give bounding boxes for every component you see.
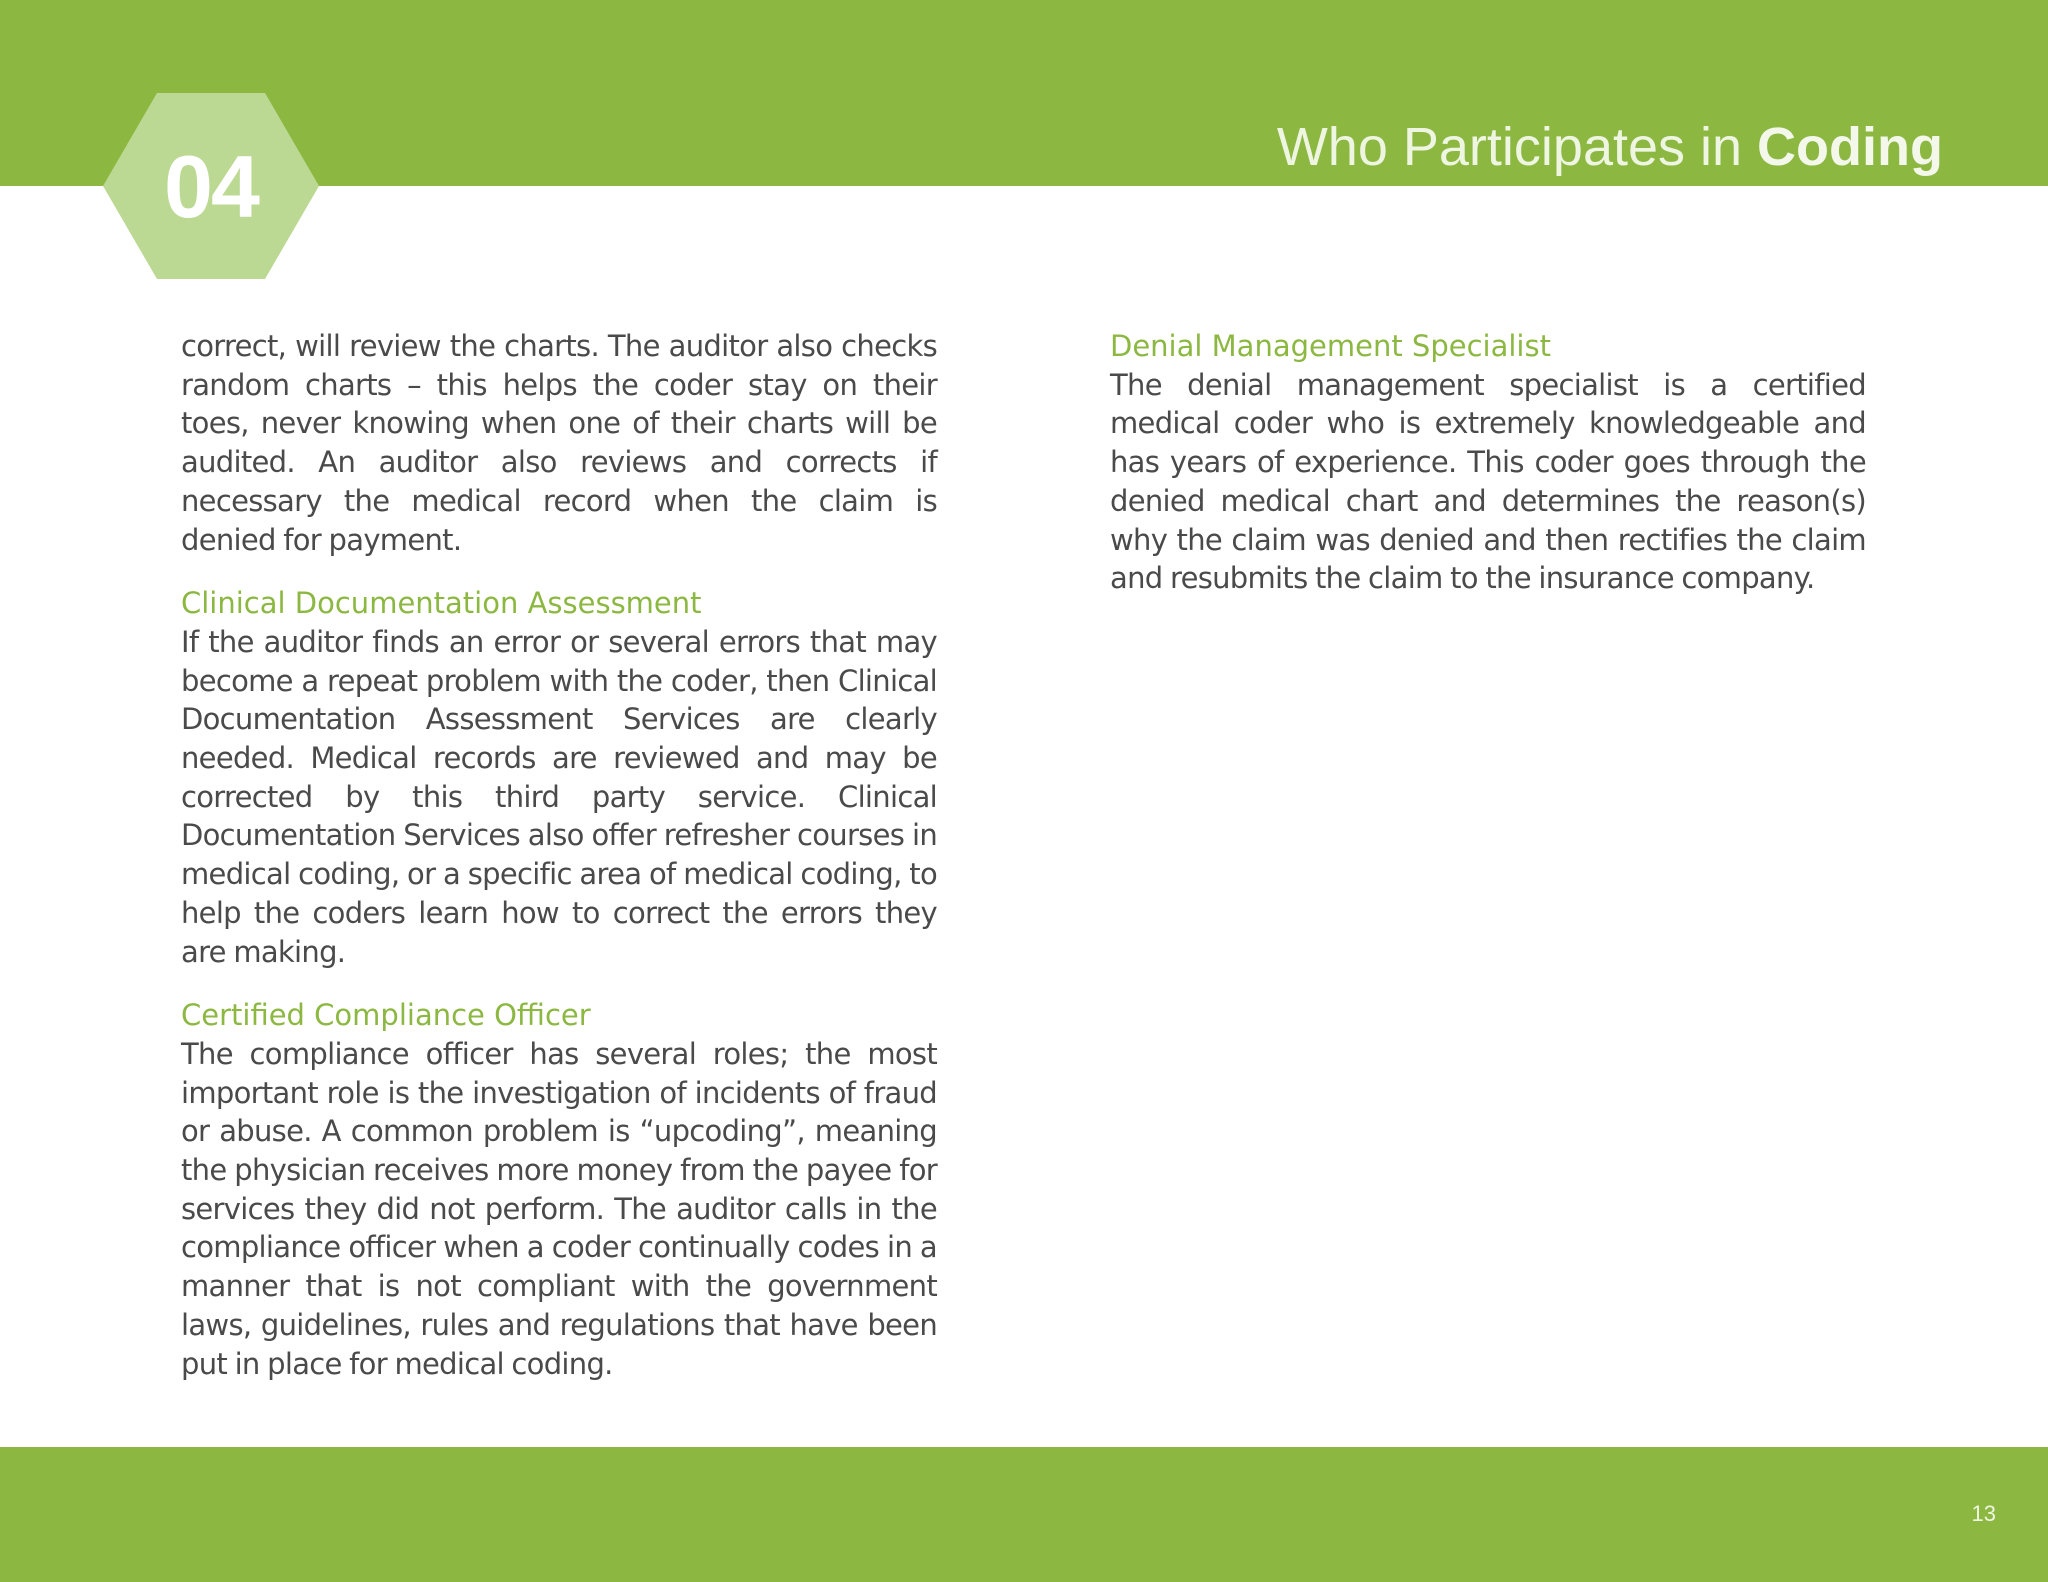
intro-section: [181, 327, 937, 559]
section-body: The denial management specialist is a certified medical coder who is extremely knowledgeable and has years of experience. This coder goes through the denied medical chart and determines the reason(s) why the claim was denied and then rectifies the claim and resubmits the claim to the insurance company.: [1110, 367, 1866, 596]
page-title: [1276, 117, 1943, 178]
section-heading: Denial Management Specialist: [1110, 329, 1551, 363]
page-title-bold: Coding: [1757, 117, 1943, 178]
section-body: If the auditor finds an error or several errors that may become a repeat problem with the coder, then Clinical Documentation Assessment Services are clearly needed. Medical records are reviewed and may be corrected by this third party service. Clinical Documentation Services also offer refresher courses in medical coding, or a specific area of medical coding, to help the coders learn how to correct the errors they are making.: [181, 624, 937, 969]
section-certified-compliance-officer: [181, 996, 937, 1383]
left-column: [181, 327, 937, 1408]
section-denial-management-specialist: [1110, 327, 1866, 598]
page-title-regular: Who Participates in: [1276, 117, 1758, 178]
right-column: [1110, 327, 1866, 623]
footer-band: [0, 1447, 2048, 1582]
chapter-number: 04: [164, 137, 258, 236]
section-heading: Certified Compliance Officer: [181, 998, 591, 1033]
section-clinical-documentation-assessment: [181, 584, 937, 971]
section-body: The compliance officer has several roles; the most important role is the investigation of incidents of fraud or abuse. A common problem is “upcoding”, meaning the physician receives more money from the payee for services they did not perform. The auditor calls in the compliance officer when a coder continually codes in a manner that is not compliant with the government laws, guidelines, rules and regulations that have been put in place for medical coding.: [181, 1036, 937, 1381]
page-number: 13: [1971, 1501, 1996, 1526]
section-heading: Clinical Documentation Assessment: [181, 586, 702, 621]
intro-paragraph: correct, will review the charts. The auditor also checks random charts – this helps the coder stay on their toes, never knowing when one of their charts will be audited. An auditor also reviews and corrects if necessary the medical record when the claim is denied for payment.: [181, 329, 937, 557]
